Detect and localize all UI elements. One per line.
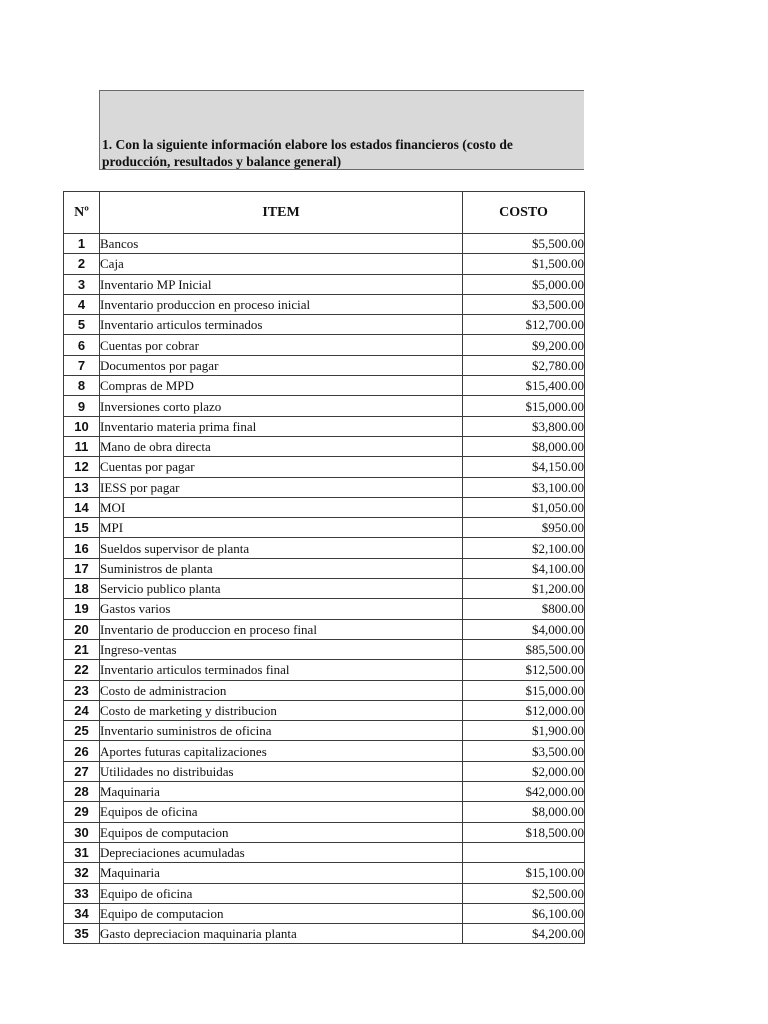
row-number: 3 xyxy=(64,274,100,294)
row-cost: $15,100.00 xyxy=(463,863,585,883)
row-item: Inventario produccion en proceso inicial xyxy=(100,294,463,314)
row-item: Inventario MP Inicial xyxy=(100,274,463,294)
row-number: 29 xyxy=(64,802,100,822)
table-body xyxy=(64,234,585,944)
row-cost: $5,000.00 xyxy=(463,274,585,294)
table-row xyxy=(64,822,585,842)
table-row xyxy=(64,355,585,375)
row-number: 34 xyxy=(64,903,100,923)
row-item: Bancos xyxy=(100,234,463,254)
table-row xyxy=(64,315,585,335)
row-cost: $1,200.00 xyxy=(463,579,585,599)
row-cost: $18,500.00 xyxy=(463,822,585,842)
row-cost: $15,000.00 xyxy=(463,680,585,700)
exercise-title: 1. Con la siguiente información elabore los estados financieros (costo de producción, resultados y balance general) xyxy=(102,137,513,169)
row-number: 14 xyxy=(64,497,100,517)
row-item: Gasto depreciacion maquinaria planta xyxy=(100,924,463,944)
row-cost: $4,150.00 xyxy=(463,457,585,477)
table-row xyxy=(64,558,585,578)
row-number: 8 xyxy=(64,376,100,396)
table-row xyxy=(64,274,585,294)
row-item: Cuentas por cobrar xyxy=(100,335,463,355)
row-number: 6 xyxy=(64,335,100,355)
header-row xyxy=(64,192,585,234)
table-row xyxy=(64,802,585,822)
row-item: Suministros de planta xyxy=(100,558,463,578)
row-number: 12 xyxy=(64,457,100,477)
table-row xyxy=(64,497,585,517)
table-row xyxy=(64,436,585,456)
row-cost: $85,500.00 xyxy=(463,639,585,659)
row-item: Documentos por pagar xyxy=(100,355,463,375)
row-number: 25 xyxy=(64,721,100,741)
row-cost: $15,400.00 xyxy=(463,376,585,396)
row-cost: $3,800.00 xyxy=(463,416,585,436)
row-cost: $12,000.00 xyxy=(463,700,585,720)
table-row xyxy=(64,254,585,274)
table-row xyxy=(64,457,585,477)
table-row xyxy=(64,619,585,639)
row-item: Caja xyxy=(100,254,463,274)
row-item: Compras de MPD xyxy=(100,376,463,396)
table-row xyxy=(64,842,585,862)
row-cost: $12,500.00 xyxy=(463,660,585,680)
row-number: 16 xyxy=(64,538,100,558)
row-number: 32 xyxy=(64,863,100,883)
row-cost: $5,500.00 xyxy=(463,234,585,254)
row-number: 9 xyxy=(64,396,100,416)
row-number: 26 xyxy=(64,741,100,761)
row-cost: $4,200.00 xyxy=(463,924,585,944)
table-row xyxy=(64,477,585,497)
table-row xyxy=(64,396,585,416)
row-number: 2 xyxy=(64,254,100,274)
table-row xyxy=(64,599,585,619)
row-number: 31 xyxy=(64,842,100,862)
row-number: 10 xyxy=(64,416,100,436)
table-row xyxy=(64,680,585,700)
row-number: 5 xyxy=(64,315,100,335)
table-row xyxy=(64,234,585,254)
table-row xyxy=(64,863,585,883)
row-number: 19 xyxy=(64,599,100,619)
row-number: 28 xyxy=(64,782,100,802)
row-number: 33 xyxy=(64,883,100,903)
header-num: Nº xyxy=(64,192,100,234)
row-number: 20 xyxy=(64,619,100,639)
table-row xyxy=(64,416,585,436)
table-row xyxy=(64,538,585,558)
row-item: Equipo de oficina xyxy=(100,883,463,903)
row-cost: $6,100.00 xyxy=(463,903,585,923)
row-number: 11 xyxy=(64,436,100,456)
table-row xyxy=(64,639,585,659)
row-item: Equipos de oficina xyxy=(100,802,463,822)
row-item: Maquinaria xyxy=(100,863,463,883)
row-cost: $4,100.00 xyxy=(463,558,585,578)
row-item: Maquinaria xyxy=(100,782,463,802)
row-item: Equipo de computacion xyxy=(100,903,463,923)
row-item: Servicio publico planta xyxy=(100,579,463,599)
row-number: 13 xyxy=(64,477,100,497)
row-item: Utilidades no distribuidas xyxy=(100,761,463,781)
row-item: Inventario suministros de oficina xyxy=(100,721,463,741)
row-cost: $4,000.00 xyxy=(463,619,585,639)
row-item: Aportes futuras capitalizaciones xyxy=(100,741,463,761)
row-number: 35 xyxy=(64,924,100,944)
row-cost: $2,500.00 xyxy=(463,883,585,903)
table-row xyxy=(64,903,585,923)
row-item: MPI xyxy=(100,518,463,538)
row-cost: $2,000.00 xyxy=(463,761,585,781)
row-cost: $3,500.00 xyxy=(463,294,585,314)
header-item: ITEM xyxy=(100,192,463,234)
row-item: Inversiones corto plazo xyxy=(100,396,463,416)
row-item: Ingreso-ventas xyxy=(100,639,463,659)
row-number: 27 xyxy=(64,761,100,781)
table-row xyxy=(64,924,585,944)
cost-table xyxy=(63,191,585,944)
row-number: 24 xyxy=(64,700,100,720)
row-cost: $950.00 xyxy=(463,518,585,538)
table-row xyxy=(64,741,585,761)
row-cost: $2,100.00 xyxy=(463,538,585,558)
table-row xyxy=(64,376,585,396)
row-item: Costo de administracion xyxy=(100,680,463,700)
row-number: 21 xyxy=(64,639,100,659)
row-item: Sueldos supervisor de planta xyxy=(100,538,463,558)
row-cost: $1,900.00 xyxy=(463,721,585,741)
row-cost: $8,000.00 xyxy=(463,436,585,456)
row-item: Gastos varios xyxy=(100,599,463,619)
table-row xyxy=(64,883,585,903)
table-row xyxy=(64,700,585,720)
row-cost: $1,500.00 xyxy=(463,254,585,274)
row-cost: $3,100.00 xyxy=(463,477,585,497)
table-row xyxy=(64,660,585,680)
table-row xyxy=(64,579,585,599)
row-item: Inventario articulos terminados xyxy=(100,315,463,335)
row-item: Inventario de produccion en proceso final xyxy=(100,619,463,639)
row-item: Inventario materia prima final xyxy=(100,416,463,436)
row-number: 15 xyxy=(64,518,100,538)
row-cost: $1,050.00 xyxy=(463,497,585,517)
table-row xyxy=(64,782,585,802)
row-cost: $15,000.00 xyxy=(463,396,585,416)
row-number: 23 xyxy=(64,680,100,700)
row-item: Costo de marketing y distribucion xyxy=(100,700,463,720)
row-number: 4 xyxy=(64,294,100,314)
table-row xyxy=(64,721,585,741)
row-cost xyxy=(463,842,585,862)
row-item: IESS por pagar xyxy=(100,477,463,497)
table-row xyxy=(64,294,585,314)
table-row xyxy=(64,335,585,355)
row-item: Mano de obra directa xyxy=(100,436,463,456)
row-cost: $42,000.00 xyxy=(463,782,585,802)
title-box xyxy=(99,90,584,170)
row-item: MOI xyxy=(100,497,463,517)
row-number: 30 xyxy=(64,822,100,842)
table-row xyxy=(64,761,585,781)
row-cost: $3,500.00 xyxy=(463,741,585,761)
row-item: Cuentas por pagar xyxy=(100,457,463,477)
row-cost: $2,780.00 xyxy=(463,355,585,375)
row-number: 1 xyxy=(64,234,100,254)
row-item: Inventario articulos terminados final xyxy=(100,660,463,680)
row-number: 18 xyxy=(64,579,100,599)
row-item: Equipos de computacion xyxy=(100,822,463,842)
table-row xyxy=(64,518,585,538)
row-item: Depreciaciones acumuladas xyxy=(100,842,463,862)
header-cost: COSTO xyxy=(463,192,585,234)
row-cost: $9,200.00 xyxy=(463,335,585,355)
row-number: 17 xyxy=(64,558,100,578)
row-number: 22 xyxy=(64,660,100,680)
row-cost: $800.00 xyxy=(463,599,585,619)
row-cost: $8,000.00 xyxy=(463,802,585,822)
row-number: 7 xyxy=(64,355,100,375)
row-cost: $12,700.00 xyxy=(463,315,585,335)
